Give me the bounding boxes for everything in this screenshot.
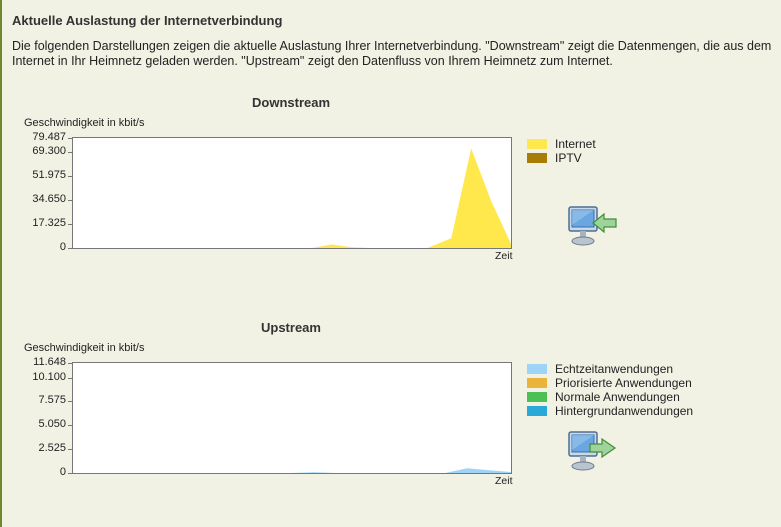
upstream-x-axis-label: Zeit — [495, 475, 513, 487]
downstream-y-axis-label: Geschwindigkeit in kbit/s — [24, 117, 145, 129]
upstream-echtzeit-area — [73, 468, 511, 473]
downstream-internet-area — [73, 148, 511, 248]
downstream-y-tick-label: 79.487 — [32, 131, 66, 143]
upstream-y-tick-label: 11.648 — [33, 356, 66, 368]
upstream-y-tick-label: 2.525 — [38, 442, 66, 455]
upstream-chart-title: Upstream — [261, 320, 321, 335]
legend-label-iptv: IPTV — [555, 151, 582, 165]
downstream-y-tick-label: 51.975 — [32, 169, 66, 182]
legend-swatch-hintergrund — [527, 406, 547, 416]
computer-download-arrow-icon — [566, 205, 618, 251]
upstream-chart — [72, 362, 512, 474]
legend-label-normal: Normale Anwendungen — [555, 390, 680, 404]
legend-swatch-iptv — [527, 153, 547, 163]
upstream-y-tick-label: 5.050 — [38, 418, 66, 431]
downstream-y-tick-label: 34.650 — [32, 193, 66, 206]
upstream-y-tick-label: 10.100 — [32, 370, 66, 383]
computer-upload-arrow-icon — [566, 430, 618, 476]
downstream-chart-svg — [73, 138, 511, 248]
legend-label-priorisiert: Priorisierte Anwendungen — [555, 376, 692, 390]
upstream-y-axis-label: Geschwindigkeit in kbit/s — [24, 342, 145, 354]
legend-swatch-internet — [527, 139, 547, 149]
downstream-x-axis-label: Zeit — [495, 250, 513, 262]
downstream-y-tick-label: 17.325 — [32, 217, 66, 230]
downstream-chart-title: Downstream — [252, 95, 331, 110]
upstream-y-tick-label: 7.575 — [38, 394, 66, 407]
page-title: Aktuelle Auslastung der Internetverbindung — [12, 13, 283, 28]
page-description: Die folgenden Darstellungen zeigen die aktuelle Auslastung Ihrer Internetverbindung. "Downstream" zeigt die Datenmengen, die aus dem Internet in Ihr Heimnetz geladen werden. "Upstream" zeigt den Datenfluss von Ihrem Heimnetz zum Internet. — [12, 39, 772, 68]
legend-swatch-priorisiert — [527, 378, 547, 388]
downstream-chart — [72, 137, 512, 249]
upstream-chart-svg — [73, 363, 511, 473]
legend-label-internet: Internet — [555, 137, 596, 151]
legend-swatch-echtzeit — [527, 364, 547, 374]
legend-swatch-normal — [527, 392, 547, 402]
downstream-y-tick-label: 69.300 — [32, 145, 66, 158]
page-left-border — [0, 0, 2, 527]
downstream-y-tick-label: 0 — [59, 241, 66, 253]
upstream-y-tick-label: 0 — [59, 466, 66, 478]
legend-label-hintergrund: Hintergrundanwendungen — [555, 404, 694, 418]
legend-label-echtzeit: Echtzeitanwendungen — [555, 362, 674, 376]
